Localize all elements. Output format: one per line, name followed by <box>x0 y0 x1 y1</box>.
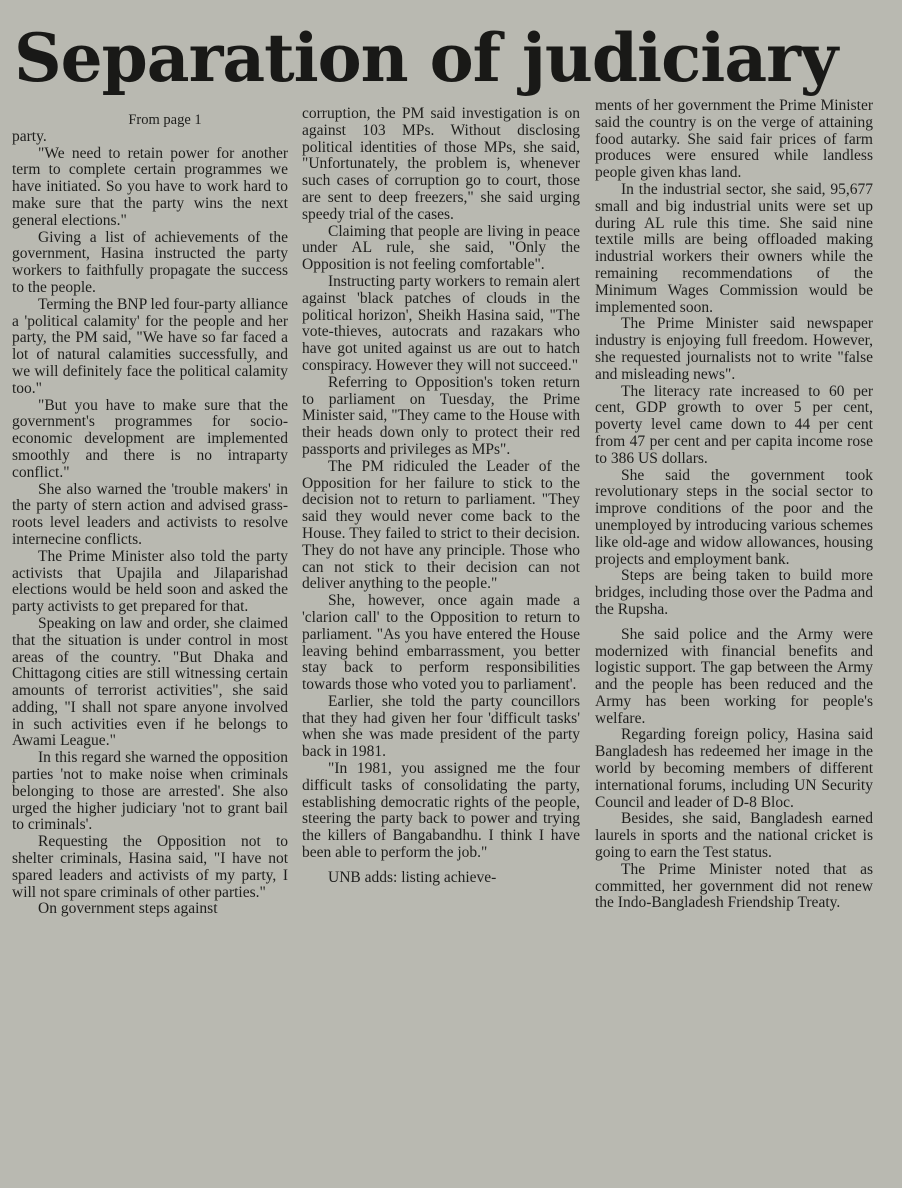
paragraph: Referring to Opposition's token return to parliament on Tuesday, the Prime Minister said, "They came to the House with their heads down only to protect their red passports and privileges as MPs". <box>302 373 580 458</box>
paragraph: She said the government took revolutionary steps in the social sector to improve conditions of the poor and the unemployed by introducing various schemes like old-age and widow allowances, housing projects and employment bank. <box>595 466 873 568</box>
paragraph: She, however, once again made a 'clarion call' to the Opposition to return to parliament. "As you have entered the House leaving behind embarrassment, you better stay back to perform responsibilities towards those who voted you to parliament'. <box>302 592 580 694</box>
paragraph: corruption, the PM said investigation is on against 103 MPs. Without disclosing political identities of those MPs, she said, "Unfortunately, the problem is, whenever such cases of corruption go to court, those are sent to deep freezers," she said urging speedy trial of the cases. <box>302 106 580 223</box>
paragraph: The PM ridiculed the Leader of the Opposition for her failure to stick to the decision not to return to parliament. "They said they would never come back to the House. They failed to strict to their decision. They do not have any principle. Those who can not stick to their decision can not deliver anything to the people." <box>302 457 580 593</box>
paragraph: The Prime Minister also told the party activists that Upajila and Jilaparishad elections would be held soon and asked the party activists to get prepared for that. <box>12 547 288 616</box>
paragraph: The literacy rate increased to 60 per cent, GDP growth to over 5 per cent, poverty level came down to 44 per cent from 47 per cent and per capita income rose to 386 US dollars. <box>595 382 873 467</box>
paragraph: Steps are being taken to build more bridges, including those over the Padma and the Rupsha. <box>595 567 873 618</box>
paragraph: On government steps against <box>38 900 218 918</box>
paragraph: She said police and the Army were modernized with financial benefits and logistic support. The gap between the Army and the people has been reduced and the Army has been working for people's welfare. <box>595 625 873 727</box>
paragraph: The Prime Minister said newspaper industry is enjoying full freedom. However, she requested journalists not to write "false and misleading news". <box>595 315 873 383</box>
paragraph: "We need to retain power for another term to complete certain programmes we have initiated. So you have to work hard to make sure that the party wins the next general elections." <box>12 144 288 229</box>
paragraph: ments of her government the Prime Minister said the country is on the verge of attaining food autarky. She said fair prices of farm produces were ensured while landless people given khas land. <box>595 98 873 182</box>
paragraph: In the industrial sector, she said, 95,677 small and big industrial units were set up during AL rule this time. She said nine textile mills are being offloaded making industrial workers their owners while the remaining recommendations of the Minimum Wages Commission would be implemented soon. <box>595 180 873 316</box>
paragraph: The Prime Minister noted that as committed, her government did not renew the Indo-Bangladesh Friendship Treaty. <box>595 860 873 912</box>
paragraph: Speaking on law and order, she claimed that the situation is under control in most areas of the country. "But Dhaka and Chittagong cities are still witnessing certain amounts of terrorist activities", she said adding, "I shall not spare anyone involved in such activities even if he belongs to Awami League." <box>12 614 288 750</box>
paragraph: UNB adds: listing achieve- <box>328 868 497 886</box>
byline: From page 1 <box>128 112 202 128</box>
article-column-3 <box>595 98 873 1168</box>
paragraph: Regarding foreign policy, Hasina said Bangladesh has redeemed her image in the world by becoming members of different international forums, including UN Security Council and leader of D-8 Bloc. <box>595 726 873 811</box>
paragraph: Terming the BNP led four-party alliance a 'political calamity' for the people and her party, the PM said, "We have so far faced a lot of natural calamities successfully, and we will definitely face the political calamity too." <box>12 295 288 397</box>
paragraph: In this regard she warned the opposition parties 'not to make noise when criminals belonging to those are arrested'. She also urged the higher judiciary 'not to grant bail to criminals'. <box>12 749 288 834</box>
paragraph: party. <box>12 127 47 145</box>
paragraph: Earlier, she told the party councillors that they had given her four 'difficult tasks' when she was made president of the party back in 1981. <box>302 692 580 761</box>
paragraph: "But you have to make sure that the government's programmes for socio-economic development are implemented smoothly and there is no intraparty conflict." <box>12 396 288 481</box>
paragraph: "In 1981, you assigned me the four difficult tasks of consolidating the party, establishing democratic rights of the people, steering the party back to power and trying the killers of Bangabandhu. I think I have been able to perform the job." <box>302 760 580 862</box>
paragraph: Besides, she said, Bangladesh earned laurels in sports and the national cricket is going to earn the Test status. <box>595 810 873 862</box>
paragraph: Giving a list of achievements of the government, Hasina instructed the party workers to faithfully propagate the success to the people. <box>12 228 288 296</box>
article-column-1 <box>12 112 288 1182</box>
paragraph: Instructing party workers to remain alert against 'black patches of clouds in the political horizon', Sheikh Hasina said, "The vote-thieves, autocrats and razakars who have got united against us are out to hatch conspiracy. However they will not succeed." <box>302 272 580 374</box>
paragraph: Requesting the Opposition not to shelter criminals, Hasina said, "I have not spared leaders and activists of my party, I will not spare criminals of other parties." <box>12 833 288 901</box>
headline: Separation of judiciary <box>14 19 838 97</box>
article-column-2 <box>302 106 580 1176</box>
paragraph: Claiming that people are living in peace under AL rule, she said, "Only the Opposition is not feeling comfortable". <box>302 222 580 274</box>
paragraph: She also warned the 'trouble makers' in the party of stern action and advised grass-roots level leaders and activists to resolve internecine conflicts. <box>12 480 288 548</box>
